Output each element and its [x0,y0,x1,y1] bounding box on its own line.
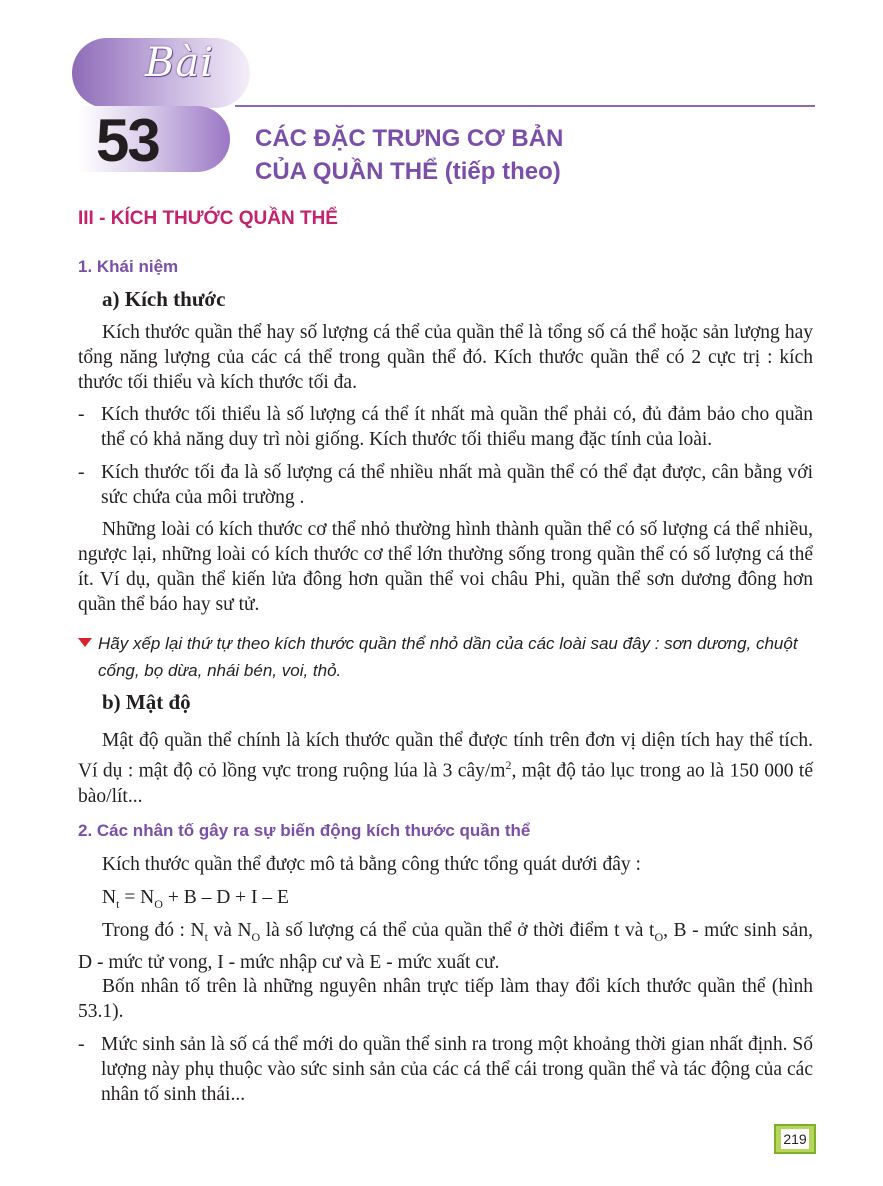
density-superscript: 2 [505,758,512,772]
question-block [78,630,818,684]
bullet-max-size [78,460,813,510]
heading-a: a) Kích thước [102,287,226,311]
where-text-4: , B - mức sinh sản, D - mức tử vong, I - mức nhập cư và E - mức xuất cư. [78,920,813,973]
paragraph-examples: Những loài có kích thước cơ thể nhỏ thường hình thành quần thể có số lượng cá thể nhiều, ngược lại, những loài có kích thước cơ thể lớn thường sống trong quần thể có số lượng cá thể ít. Ví dụ, quần thể kiến lửa đông hơn quần thể voi châu Phi, quần thể sơn dương đông hơn quần thể báo hay sư tử. [78,519,813,615]
bullet-text: Kích thước tối đa là số lượng cá thể nhiều nhất mà quần thể có thể đạt được, cân bằng với sức chứa của môi trường . [101,462,813,508]
where-text-3: là số lượng cá thể của quần thể ở thời điểm t và t [260,920,655,941]
section-heading: III - KÍCH THƯỚC QUẦN THỂ [78,208,338,229]
lesson-label: Bài [145,40,215,86]
page-number-box [774,1124,816,1154]
subsection-heading-2: 2. Các nhân tố gây ra sự biến động kích thước quần thể [78,821,531,840]
where-sub-o: O [251,929,261,944]
formula-explanation [78,918,813,975]
formula [102,885,289,917]
lesson-title [255,122,563,188]
formula-sub-o: O [154,896,163,911]
subsection-heading-1: 1. Khái niệm [78,257,179,276]
lesson-number: 53 [96,107,159,174]
formula-rest: + B – D + I – E [162,887,289,908]
lesson-title-line2: CỦA QUẦN THỂ (tiếp theo) [255,158,561,185]
bullet-text: Kích thước tối thiểu là số lượng cá thể ít nhất mà quần thể phải có, đủ đảm bảo cho quần thể có khả năng duy trì nòi giống. Kích thước tối thiểu mang đặc tính của loài. [101,404,813,450]
triangle-marker-icon [78,638,92,647]
lesson-title-line1: CÁC ĐẶC TRƯNG CƠ BẢN [255,125,564,152]
bullet-dash: - [78,404,85,425]
paragraph-size: Kích thước quần thể hay số lượng cá thể của quần thể là tổng số cá thể hoặc sản lượng hay tổng năng lượng của các cá thể trong quần thể đó. Kích thước quần thể có 2 cực trị : kích thước tối thiểu và kích thước tối đa. [78,322,813,393]
where-sub-o2: O [654,929,664,944]
formula-intro: Kích thước quần thể được mô tả bằng công thức tổng quát dưới đây : [102,854,641,875]
paragraph-factors: Bốn nhân tố trên là những nguyên nhân trực tiếp làm thay đổi kích thước quần thể (hình 53.1). [78,976,813,1022]
bullet-dash: - [78,462,85,483]
where-text-2: và N [207,920,252,941]
where-sub-t: t [204,929,208,944]
density-text-2: , mật độ tảo lục trong ao là 150 000 tế bào/lít... [78,760,813,807]
bullet-dash: - [78,1034,85,1055]
formula-sub-t: t [116,896,120,911]
formula-eq: = N [119,887,155,908]
formula-n: N [102,887,117,908]
bullet-min-size [78,402,813,452]
bullet-text: Mức sinh sản là số cá thể mới do quần thể sinh ra trong một khoảng thời gian nhất định. Số lượng này phụ thuộc vào sức sinh sản của các cá thể cái trong quần thể và tác động của các nhân tố sinh thái... [101,1034,813,1105]
heading-b: b) Mật độ [102,690,191,714]
page-number: 219 [781,1129,809,1149]
paragraph-density [78,728,813,809]
bullet-birth-rate [78,1032,813,1107]
where-text-1: Trong đó : N [102,920,205,941]
density-text-1: Mật độ quần thể chính là kích thước quần thể được tính trên đơn vị diện tích hay thể tích. Ví dụ : mật độ cỏ lồng vực trong ruộng lúa là 3 cây/m [78,730,813,782]
header-rule [235,105,815,107]
question-text: Hãy xếp lại thứ tự theo kích thước quần thể nhỏ dần của các loài sau đây : sơn dương, chuột cống, bọ dừa, nhái bén, voi, thỏ. [98,634,798,680]
